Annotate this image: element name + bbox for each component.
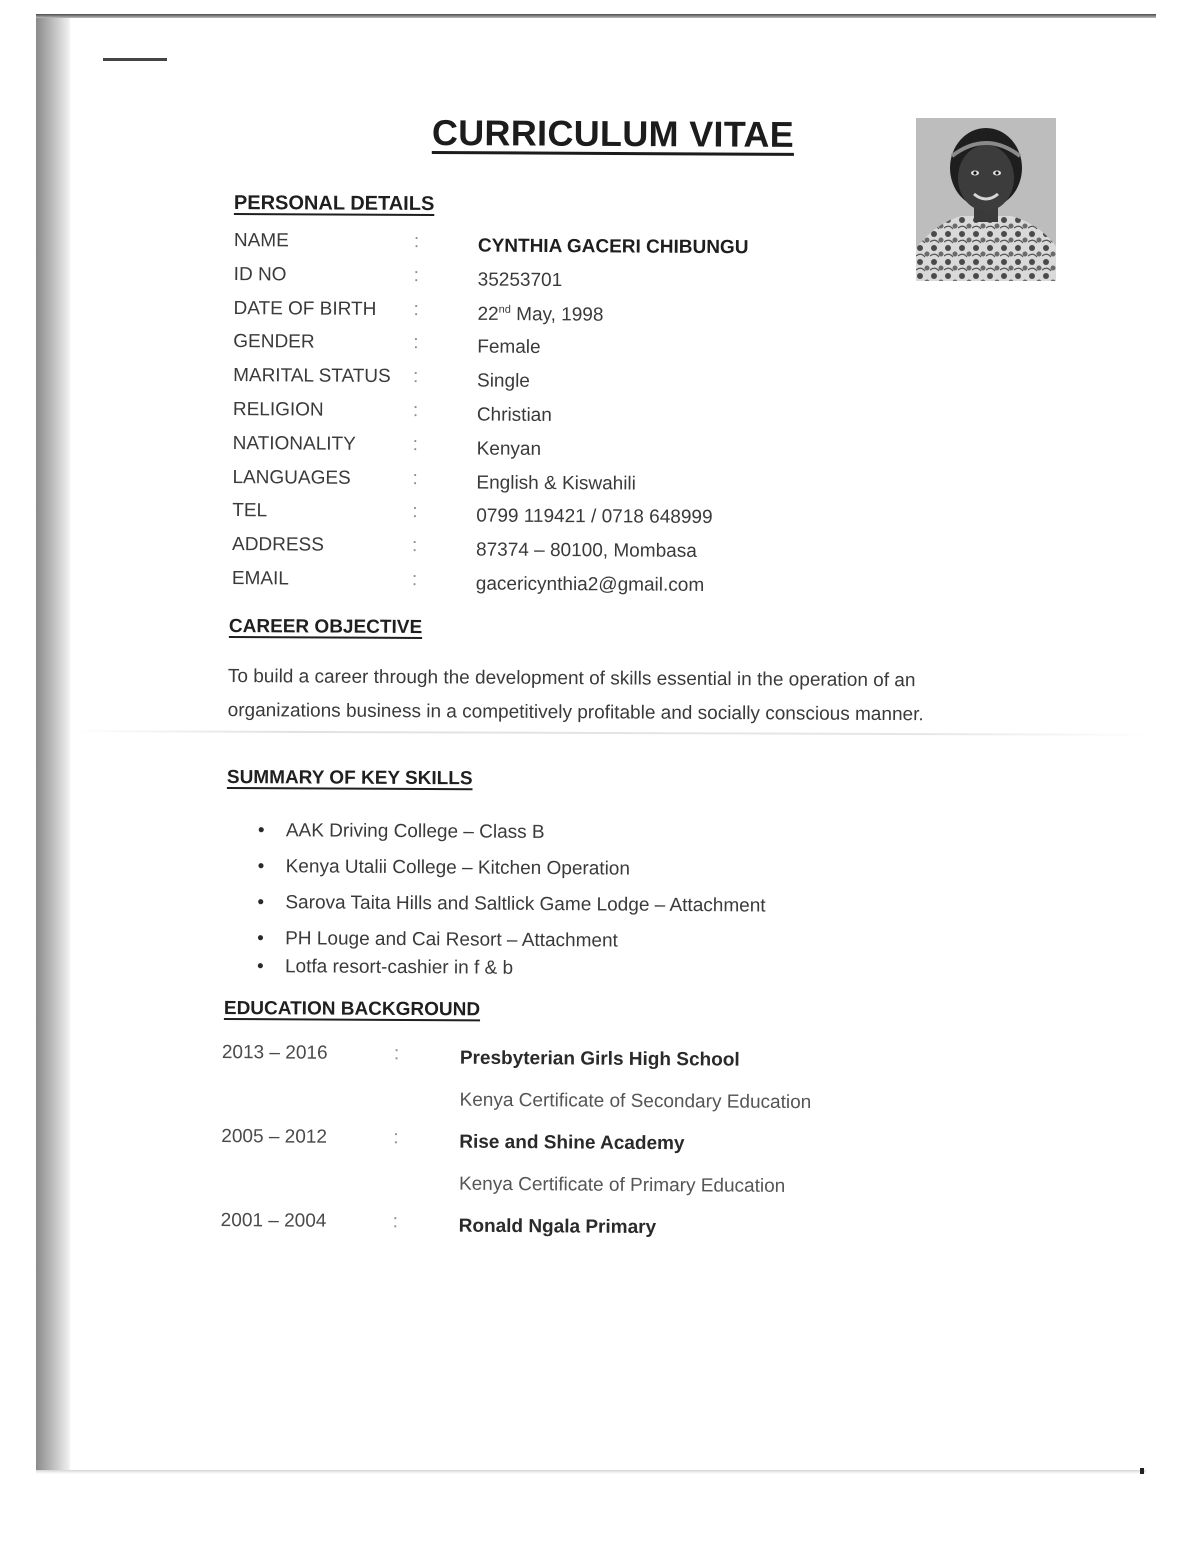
personal-details-heading: PERSONAL DETAILS [233, 192, 435, 216]
detail-value-tel: 0799 119421 / 0718 648999 [476, 505, 713, 529]
detail-value-gender: Female [477, 336, 541, 359]
detail-value-religion: Christian [476, 404, 552, 426]
scan-top-edge [36, 14, 1156, 18]
detail-row-religion [225, 397, 845, 435]
education-school: Presbyterian Girls High School [459, 1047, 740, 1071]
education-school: Ronald Ngala Primary [458, 1215, 657, 1239]
detail-row-tel [224, 498, 844, 536]
paper-fold-line [70, 730, 1150, 736]
key-skills-list [257, 820, 878, 988]
detail-row-email [224, 566, 844, 604]
detail-row-address [224, 532, 844, 570]
education-entry [219, 1038, 920, 1127]
detail-value-email: gacericynthia2@gmail.com [475, 573, 705, 596]
profile-photo [916, 118, 1056, 281]
skill-text: Sarova Taita Hills and Saltlick Game Lodge – Attachment [285, 892, 766, 917]
dob-day: 22 [477, 303, 499, 325]
detail-separator: : [413, 332, 419, 354]
detail-label: RELIGION [232, 399, 324, 421]
dob-ordinal: nd [498, 303, 511, 316]
skill-text: PH Louge and Cai Resort – Attachment [285, 928, 618, 952]
detail-separator: : [412, 433, 419, 455]
detail-value-languages: English & Kiswahili [476, 472, 636, 495]
detail-separator: : [413, 231, 420, 253]
detail-row-gender [225, 329, 845, 367]
scan-dot [1140, 1468, 1144, 1474]
scan-shadow [36, 14, 70, 1474]
career-objective-text [228, 660, 988, 733]
detail-separator: : [413, 298, 419, 320]
education-separator: : [393, 1043, 400, 1065]
skill-text: AAK Driving College – Class B [285, 820, 545, 844]
detail-label: DATE OF BIRTH [233, 297, 377, 320]
list-item [257, 856, 877, 896]
detail-value-dob [477, 303, 603, 326]
career-objective-line: To build a career through the development of skills essential in the operation of an [227, 665, 916, 692]
detail-row-name [226, 228, 846, 266]
bullet-icon: • [257, 855, 265, 878]
bullet-icon: • [257, 891, 265, 914]
career-objective-heading: CAREER OBJECTIVE [228, 616, 423, 639]
detail-separator: : [411, 569, 418, 591]
detail-value-name: CYNTHIA GACERI CHIBUNGU [477, 235, 749, 259]
detail-row-marital-status [225, 363, 845, 401]
list-item [257, 928, 877, 960]
detail-label: ADDRESS [232, 534, 324, 556]
detail-separator: : [411, 535, 418, 557]
list-item [257, 956, 877, 988]
bullet-icon: • [257, 927, 264, 950]
list-item [257, 892, 877, 932]
scan-bottom-edge [36, 1470, 1146, 1474]
education-years: 2005 – 2012 [221, 1126, 328, 1148]
education-list [218, 1038, 920, 1295]
detail-row-id [226, 262, 846, 300]
key-skills-heading: SUMMARY OF KEY SKILLS [226, 767, 473, 790]
detail-value-marital-status: Single [477, 370, 530, 393]
detail-separator: : [412, 467, 418, 489]
document-title: CURRICULUM VITAE [431, 112, 795, 155]
detail-label: GENDER [233, 331, 315, 353]
skill-text: Kenya Utalii College – Kitchen Operation [285, 856, 631, 880]
detail-row-nationality [225, 431, 845, 469]
detail-label: NATIONALITY [232, 432, 356, 455]
education-years: 2013 – 2016 [221, 1042, 328, 1064]
skill-text: Lotfa resort-cashier in f & b [284, 956, 514, 979]
detail-label: LANGUAGES [232, 466, 351, 489]
education-years: 2001 – 2004 [220, 1210, 327, 1232]
detail-separator: : [413, 366, 419, 388]
career-objective-line: organizations business in a competitively profitable and socially conscious manner. [227, 699, 924, 726]
detail-label: ID NO [233, 263, 287, 286]
detail-value-nationality: Kenyan [476, 438, 542, 460]
education-school: Rise and Shine Academy [459, 1131, 685, 1155]
detail-label: NAME [233, 230, 289, 252]
detail-label: TEL [232, 500, 268, 522]
bullet-icon: • [257, 820, 265, 842]
bullet-icon: • [256, 955, 264, 978]
detail-separator: : [412, 400, 419, 422]
education-entry [219, 1122, 920, 1211]
dob-rest: May, 1998 [510, 303, 604, 326]
education-heading: EDUCATION BACKGROUND [223, 998, 481, 1021]
education-certificate: Kenya Certificate of Secondary Education [459, 1089, 812, 1114]
detail-row-languages [224, 465, 844, 503]
detail-row-dob [225, 296, 845, 334]
education-separator: : [392, 1211, 399, 1233]
detail-value-id: 35253701 [477, 269, 563, 291]
personal-details-list [224, 228, 846, 604]
detail-separator: : [412, 501, 418, 523]
detail-separator: : [413, 264, 420, 286]
detail-label: MARITAL STATUS [233, 365, 391, 388]
education-separator: : [393, 1127, 399, 1149]
detail-label: EMAIL [231, 568, 289, 590]
scan-mark [103, 58, 167, 61]
education-certificate: Kenya Certificate of Primary Education [458, 1173, 786, 1197]
education-entry [218, 1206, 919, 1295]
detail-value-address: 87374 – 80100, Mombasa [475, 539, 697, 563]
list-item [258, 820, 878, 860]
